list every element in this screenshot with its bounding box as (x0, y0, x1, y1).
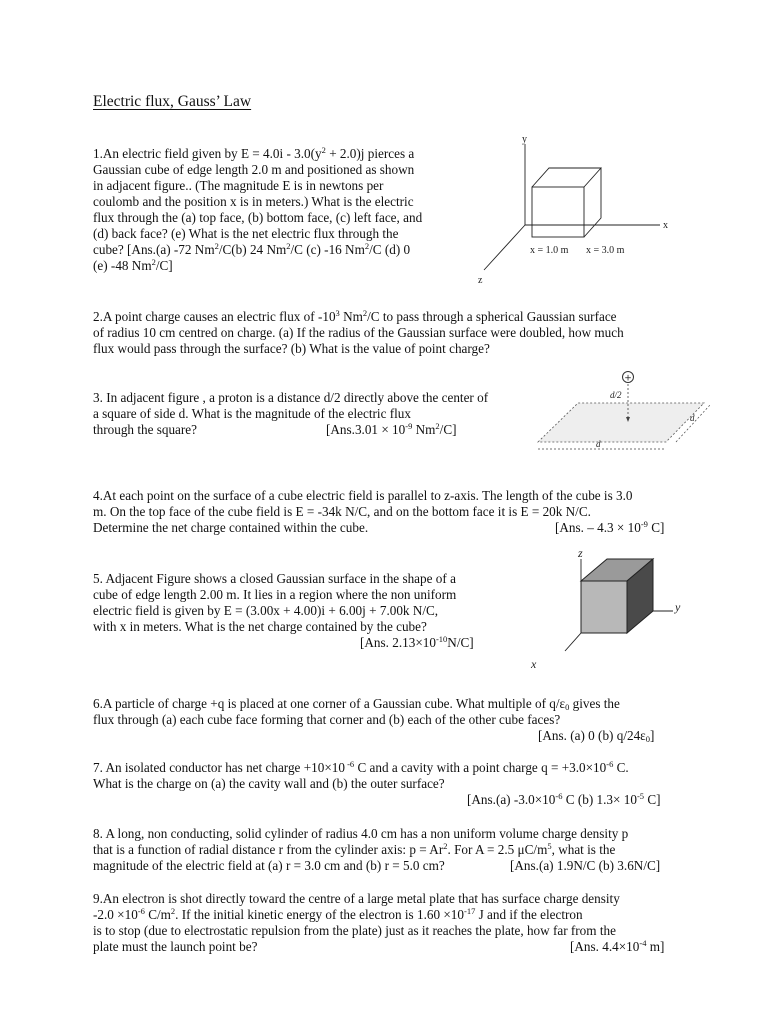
q1-line-4: coulomb and the position x is in meters.) What is the electric (93, 194, 414, 209)
figure-cube-axes (470, 130, 680, 290)
fig3-half-label: d/2 (610, 390, 622, 400)
z-axis (484, 225, 525, 270)
q1-line-8: (e) -48 Nm$^2$/C] (93, 257, 173, 273)
fig3-d-label-1: d (596, 439, 601, 449)
q6-line-1: 6.A particle of charge +q is placed at one corner of a Gaussian cube. What multiple of $q/\varepsilon_0$ gives the (93, 696, 620, 712)
figure-proton-square (530, 365, 710, 455)
cube-front (581, 581, 627, 633)
fig5-y-label: y (675, 600, 681, 614)
cube-front-face (532, 187, 584, 237)
q1-line-7: cube? [Ans.(a) -72 Nm$^2$/C(b) 24 Nm$^2$/C (c) -16 Nm$^2$/C (d) 0 (93, 241, 411, 257)
q4-line-3: Determine the net charge contained within the cube. (93, 520, 369, 535)
fig1-y-label: y (522, 134, 527, 145)
q5-line-4: with x in meters. What is the net charge contained by the cube? (93, 619, 427, 634)
q2-line-3: flux would pass through the surface? (b) What is the value of point charge? (93, 341, 490, 356)
x-axis (565, 633, 581, 651)
q8-answer: [Ans.(a) 1.9N/C (b) 3.6N/C] (510, 858, 661, 873)
q9-line-4: plate must the launch point be? (93, 939, 258, 954)
q5-line-1: 5. Adjacent Figure shows a closed Gaussian surface in the shape of a (93, 571, 456, 586)
q7-answer: [Ans.(a) $-3.0\times 10^{-6}$ C (b) $1.3\times 10^{-5}$ C] (467, 791, 661, 807)
fig1-x2-label: x = 3.0 m (586, 245, 625, 256)
q6-line-2: flux through (a) each cube face forming that corner and (b) each of the other cube faces? (93, 712, 561, 727)
q3-line-1: 3. In adjacent figure , a proton is a distance d/2 directly above the center of (93, 390, 489, 405)
q4-answer: [Ans. – $4.3 \times 10^{-9}$ C] (555, 519, 665, 535)
q9-answer: [Ans. $4.4\times 10^{-4}$ m] (570, 938, 665, 954)
fig5-z-label: z (578, 546, 583, 560)
q9-line-3: is to stop (due to electrostatic repulsion from the plate) just as it reaches the plate, how far from the (93, 923, 616, 938)
proton-charge-label: + (624, 373, 632, 384)
q1-line-3: in adjacent figure.. (The magnitude E is in newtons per (93, 178, 384, 193)
q8-line-2: that is a function of radial distance r from the cylinder axis: $p = Ar^2$. For A = 2.5 $\mu C/m^5$, what is the (93, 841, 616, 857)
q4-line-1: 4.At each point on the surface of a cube electric field is parallel to z-axis. The length of the cube is 3.0 (93, 488, 633, 503)
q3-line-3: through the square? (93, 422, 197, 437)
q3-answer: [$Ans.3.01 \times 10^{-9}$ Nm$^2$/C] (326, 421, 457, 437)
q8-line-3: magnitude of the electric field at (a) r = 3.0 cm and (b) r = 5.0 cm? (93, 858, 445, 873)
fig1-x1-label: x = 1.0 m (530, 245, 569, 256)
q5-answer: [Ans. $2.13\times 10^{-10}N/C$] (360, 634, 474, 650)
q7-line-2: What is the charge on (a) the cavity wall and (b) the outer surface? (93, 776, 445, 791)
q3-line-2: a square of side d. What is the magnitude of the electric flux (93, 406, 411, 421)
q5-line-3: electric field is given by E = (3.00x + 4.00)i + 6.00j + 7.00k N/C, (93, 603, 439, 618)
q7-line-1: 7. An isolated conductor has net charge +10×10 $^{-6}$ C and a cavity with a point charge $q = +3.0\times 10^{-6}$ C. (93, 759, 629, 775)
q1-line-6: (d) back face? (e) What is the net electric flux through the (93, 226, 399, 241)
square-surface (538, 403, 704, 442)
q9-line-1: 9.An electron is shot directly toward the centre of a large metal plate that has surface charge density (93, 891, 620, 906)
fig5-x-label: x (531, 657, 537, 671)
q1-line-1: 1.An electric field given by $E = 4.0i - 3.0(y^2 + 2.0)j$ pierces a (93, 145, 415, 161)
fig1-z-label: z (478, 275, 483, 286)
q6-answer: [Ans. (a) 0 (b) $q/24\varepsilon_0$] (538, 728, 655, 744)
fig1-x-label: x (663, 220, 668, 231)
q1-line-2: Gaussian cube of edge length 2.0 m and positioned as shown (93, 162, 415, 177)
page-title: Electric flux, Gauss’ Law (93, 93, 252, 110)
figure-shaded-cube (525, 545, 690, 675)
q8-line-1: 8. A long, non conducting, solid cylinder of radius 4.0 cm has a non uniform volume charge density p (93, 826, 629, 841)
q5-line-2: cube of edge length 2.00 m. It lies in a region where the non uniform (93, 587, 457, 602)
fig3-d-label-2: d (690, 413, 695, 423)
q2-line-1: 2.A point charge causes an electric flux of $-10^3$ Nm$^2$/C to pass through a spherical Gaussian surface (93, 308, 617, 324)
q2-line-2: of radius 10 cm centred on charge. (a) If the radius of the Gaussian surface were doubled, how much (93, 325, 624, 340)
q1-line-5: flux through the (a) top face, (b) bottom face, (c) left face, and (93, 210, 423, 225)
q9-line-2: $-2.0 \times 10^{-6}$ $C/m^2$. If the initial kinetic energy of the electron is $1.60 \times 10^{-17}$ J and if the electron (93, 906, 583, 922)
cube-top-face (532, 168, 601, 187)
cube-side-face (584, 168, 601, 237)
q4-line-2: m. On the top face of the cube field is E = -34k N/C, and on the bottom face it is E = 20k N/C. (93, 504, 591, 519)
